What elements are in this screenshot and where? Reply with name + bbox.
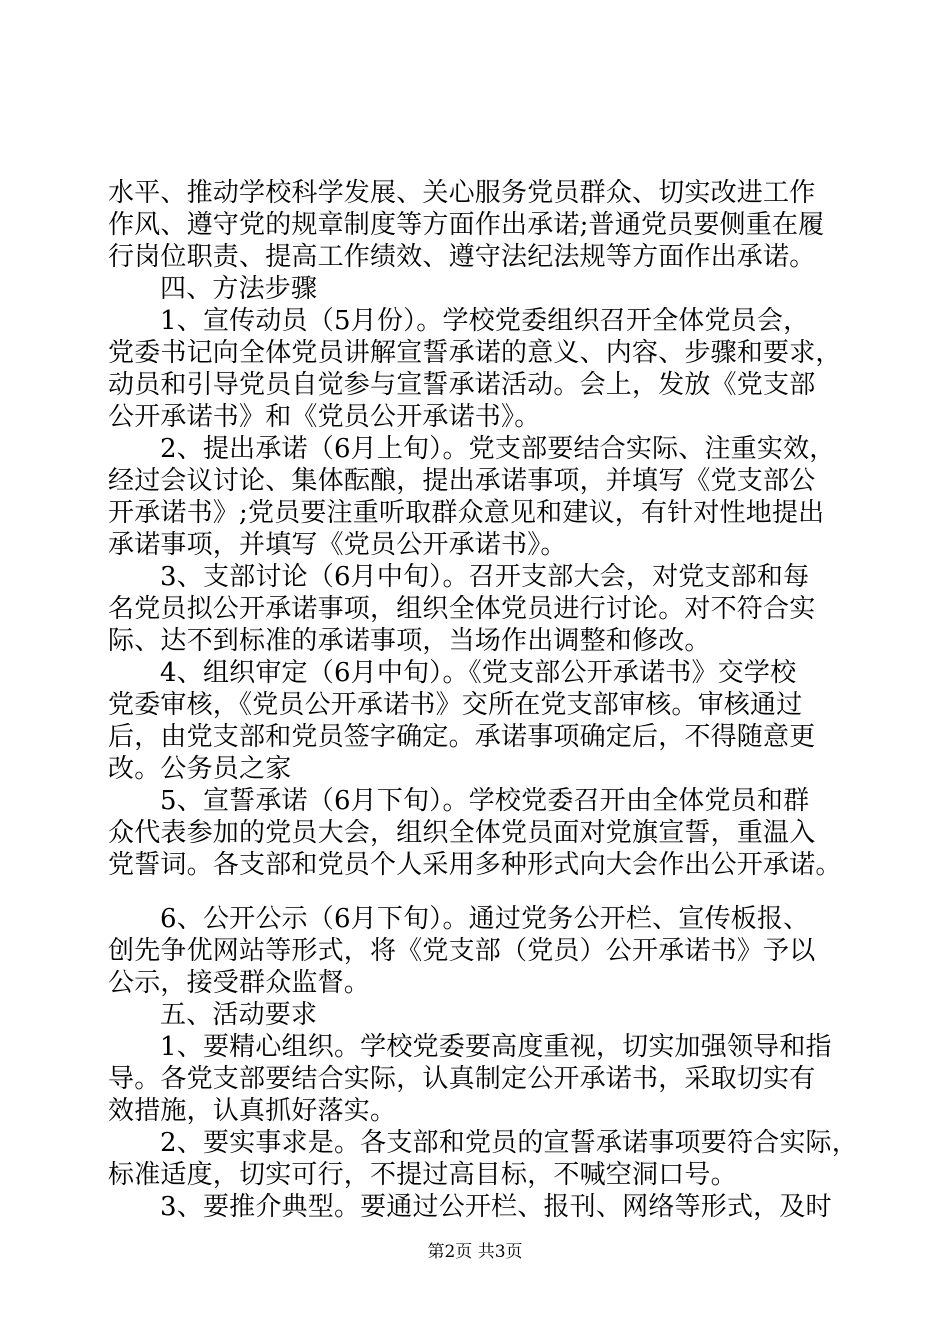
body-line-15: 际、达不到标准的承诺事项，当场作出调整和修改。	[108, 626, 711, 656]
body-line-10: 经过会议讨论、集体酝酿，提出承诺事项，并填写《党支部公	[108, 466, 816, 496]
body-line-23: 6、公开公示（6月下旬）。通过党务公开栏、宣传板报、	[160, 904, 810, 934]
body-line-31: 标准适度，切实可行，不提过高目标，不喊空洞口号。	[108, 1160, 737, 1190]
body-line-3: 行岗位职责、提高工作绩效、遵守法纪法规等方面作出承诺。	[108, 242, 816, 272]
body-line-27: 1、要精心组织。学校党委要高度重视，切实加强领导和指	[160, 1032, 832, 1062]
body-line-25: 公示，接受群众监督。	[108, 968, 371, 998]
body-line-16: 4、组织审定（6月中旬）。《党支部公开承诺书》交学校	[160, 658, 797, 688]
body-line-21: 众代表参加的党员大会，组织全体党员面对党旗宣誓，重温入	[108, 818, 816, 848]
body-line-8: 公开承诺书》和《党员公开承诺书》。	[108, 402, 541, 432]
body-line-2: 作风、遵守党的规章制度等方面作出承诺;普通党员要侧重在履	[108, 210, 825, 240]
body-line-32: 3、要推介典型。要通过公开栏、报刊、网络等形式，及时	[160, 1192, 832, 1222]
body-line-29: 效措施，认真抓好落实。	[108, 1096, 397, 1126]
body-line-13: 3、支部讨论（6月中旬）。召开支部大会，对党支部和每	[160, 562, 810, 592]
body-line-11: 开承诺书》;党员要注重听取群众意见和建议，有针对性地提出	[108, 498, 825, 528]
body-line-1: 水平、推动学校科学发展、关心服务党员群众、切实改进工作	[108, 178, 816, 208]
body-line-28: 导。各党支部要结合实际，认真制定公开承诺书，采取切实有	[108, 1064, 816, 1094]
body-line-24: 创先争优网站等形式，将《党支部（党员）公开承诺书》予以	[108, 936, 816, 966]
body-line-17: 党委审核，《党员公开承诺书》交所在党支部审核。审核通过	[108, 690, 803, 720]
body-line-5: 1、宣传动员（5月份）。学校党委组织召开全体党员会，	[160, 306, 810, 336]
body-line-7: 动员和引导党员自觉参与宣誓承诺活动。会上，发放《党支部	[108, 370, 816, 400]
body-line-20: 5、宣誓承诺（6月下旬）。学校党委召开由全体党员和群	[160, 786, 810, 816]
body-line-22: 党誓词。各支部和党员个人采用多种形式向大会作出公开承诺。	[108, 850, 842, 880]
body-line-19: 改。公务员之家	[108, 754, 292, 784]
body-line-30: 2、要实事求是。各支部和党员的宣誓承诺事项要符合实际，	[160, 1128, 858, 1158]
body-line-6: 党委书记向全体党员讲解宣誓承诺的意义、内容、步骤和要求，	[108, 338, 842, 368]
page-footer: 第2页 共3页	[427, 1242, 523, 1262]
section-heading-5: 五、活动要求	[160, 1000, 318, 1030]
body-line-14: 名党员拟公开承诺事项，组织全体党员进行讨论。对不符合实	[108, 594, 816, 624]
body-line-12: 承诺事项，并填写《党员公开承诺书》。	[108, 530, 567, 560]
body-line-18: 后，由党支部和党员签字确定。承诺事项确定后，不得随意更	[108, 722, 816, 752]
body-line-9: 2、提出承诺（6月上旬）。党支部要结合实际、注重实效，	[160, 434, 836, 464]
section-heading-4: 四、方法步骤	[160, 274, 318, 304]
